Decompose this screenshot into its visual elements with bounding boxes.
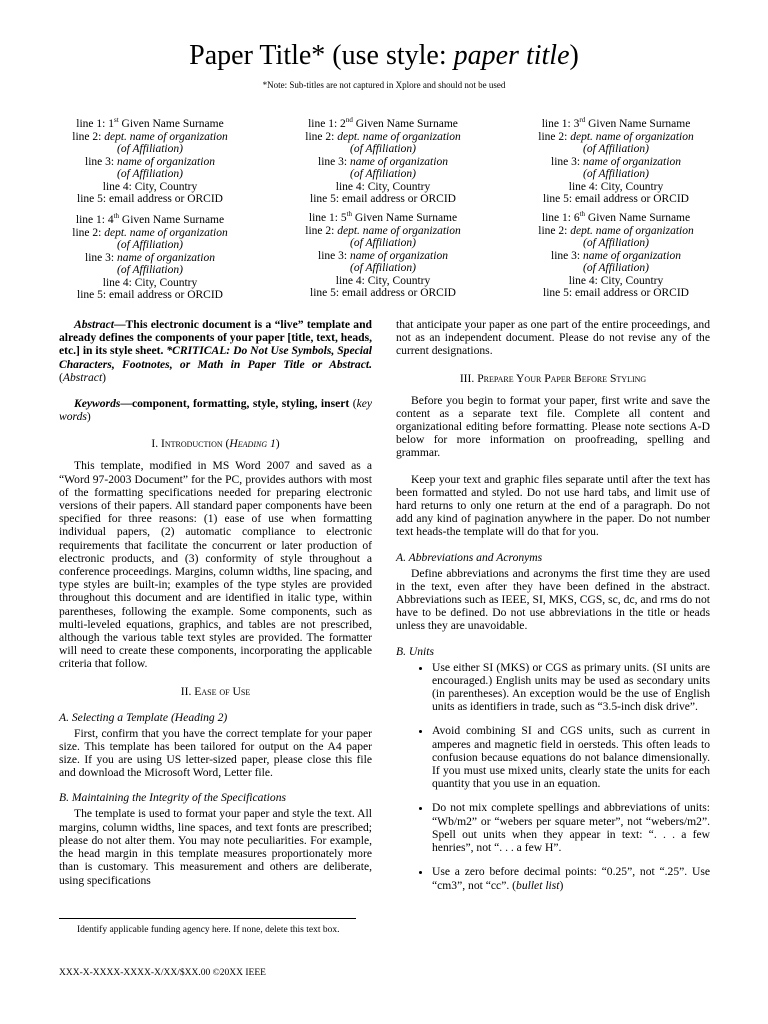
paper-title: Paper Title* (use style: paper title) [189,40,579,71]
section-heading-introduction: I. Introduction (Heading 1) [151,437,280,451]
list-item: • Do not mix complete spellings and abbreviations of units: “Wb/m2” or “webers per square meter”, not “webers/m2”. Spell out units when they appear in text: “. . . a few henries”, not “. . . a few H”. [432,801,710,854]
author-block-3: line 1: 3rd Given Name Surname line 2: dept. name of organization (of Affiliation) line 3: name of organization (of Affiliation) line 4: City, Country line 5: email address or ORCID [538,116,694,205]
list-item: • Use a zero before decimal points: “0.25”, not “.25”. Use “cm3”, not “cc”. (bullet list) [432,865,710,891]
author-block-1: line 1: 1st Given Name Surname line 2: dept. name of organization (of Affiliation) line 3: name of organization (of Affiliation) line 4: City, Country line 5: email address or ORCID [72,116,228,205]
author-block-6: line 1: 6th Given Name Surname line 2: dept. name of organization (of Affiliation) line 3: name of organization (of Affiliation) line 4: City, Country line 5: email address or ORCID [538,210,694,299]
list-item: • Avoid combining SI and CGS units, such as current in amperes and magnetic field in oersteds. This often leads to confusion because equations do not balance dimensionally. If you must use mixed units, clearly state the units for each quantity that you use in an equation. [432,724,710,790]
funding-footnote: Identify applicable funding agency here. If none, delete this text box. [77,925,340,935]
subheading-abbreviations: A. Abbreviations and Acronyms [396,550,543,564]
selecting-template-paragraph: First, confirm that you have the correct template for your paper size. This template has been tailored for output on the A4 paper size. If you are using US letter-sized paper, please close this file and download the Microsoft Word, Letter file. [59,726,372,780]
subtitle-note: *Note: Sub-titles are not captured in Xplore and should not be used [262,80,506,90]
footnote-divider [59,918,356,919]
abbreviations-paragraph: Define abbreviations and acronyms the first time they are used in the text, even after they have been defined in the abstract. Abbreviations such as IEEE, SI, MKS, CGS, sc, dc, and rms do not have to be defined. Do not use abbreviations in the title or heads unless they are unavoidable. [396,566,710,633]
section-heading-ease-of-use: II. Ease of Use [180,684,251,698]
units-bullet-list [396,661,710,892]
author-block-4: line 1: 4th Given Name Surname line 2: dept. name of organization (of Affiliation) line 3: name of organization (of Affiliation) line 4: City, Country line 5: email address or ORCID [72,212,228,301]
keywords: Keywords—component, formatting, style, styling, insert (key words) [59,397,373,424]
copyright-notice: XXX-X-XXXX-XXXX-X/XX/$XX.00 ©20XX IEEE [59,968,266,978]
maintaining-integrity-paragraph: The template is used to format your paper and style the text. All margins, column widths, line spaces, and text fonts are prescribed; please do not alter them. You may note peculiarities. For example, the head margin in this template measures proportionately more than is customary. This measurement and others are deliberate, using specifications [59,807,372,887]
subheading-selecting-template: A. Selecting a Template (Heading 2) [59,710,228,724]
integrity-continued-paragraph: that anticipate your paper as one part of the entire proceedings, and not as an independent document. Please do not revise any of the current designations. [396,318,710,358]
introduction-paragraph: This template, modified in MS Word 2007 and saved as a “Word 97-2003 Document” for the PC, provides authors with most of the formatting specifications needed for preparing electronic versions of their papers. All standard paper components have been specified for three reasons: (1) ease of use when formatting individual papers, (2) automatic compliance to electronic requirements that facilitate the concurrent or later production of electronic products, and (3) conformity of style throughout a conference proceedings. Margins, column widths, line spacing, and type styles are built-in; examples of the type styles are provided throughout this document and are identified in italic type, within parentheses, following the example. Some components, such as multi-leveled equations, graphics, and tables are not prescribed, although the various table text styles are provided. The formatter will need to create these components, incorporating the applicable criteria that follow. [59,459,372,671]
author-block-5: line 1: 5th Given Name Surname line 2: dept. name of organization (of Affiliation) line 3: name of organization (of Affiliation) line 4: City, Country line 5: email address or ORCID [305,210,461,299]
section-heading-prepare: III. Prepare Your Paper Before Styling [459,371,647,385]
subheading-units: B. Units [396,644,435,658]
list-item: • Use either SI (MKS) or CGS as primary units. (SI units are encouraged.) English units may be used as secondary units (in parentheses). An exception would be the use of English units as identifiers in trade, such as “3.5-inch disk drive”. [432,661,710,714]
prepare-paragraph-2: Keep your text and graphic files separate until after the text has been formatted and styled. Do not use hard tabs, and limit use of hard returns to only one return at the end of a paragraph. Do not add any kind of pagination anywhere in the paper. Do not number text heads-the template will do that for you. [396,472,710,539]
left-column [59,318,372,887]
abstract: Abstract—This electronic document is a “live” template and already defines the components of your paper [title, text, heads, etc.] in its style sheet. *CRITICAL: Do Not Use Symbols, Special Characters, Footnotes, or Math in Paper Title or Abstract. (Abstract) [59,318,373,384]
subheading-maintaining-integrity: B. Maintaining the Integrity of the Specifications [59,791,287,805]
right-column [396,318,710,903]
prepare-paragraph-1: Before you begin to format your paper, first write and save the content as a separate text file. Complete all content and organizational editing before formatting. Please note sections A-D below for more information on proofreading, spelling and grammar. [396,393,710,460]
author-block-2: line 1: 2nd Given Name Surname line 2: dept. name of organization (of Affiliation) line 3: name of organization (of Affiliation) line 4: City, Country line 5: email address or ORCID [305,116,461,205]
